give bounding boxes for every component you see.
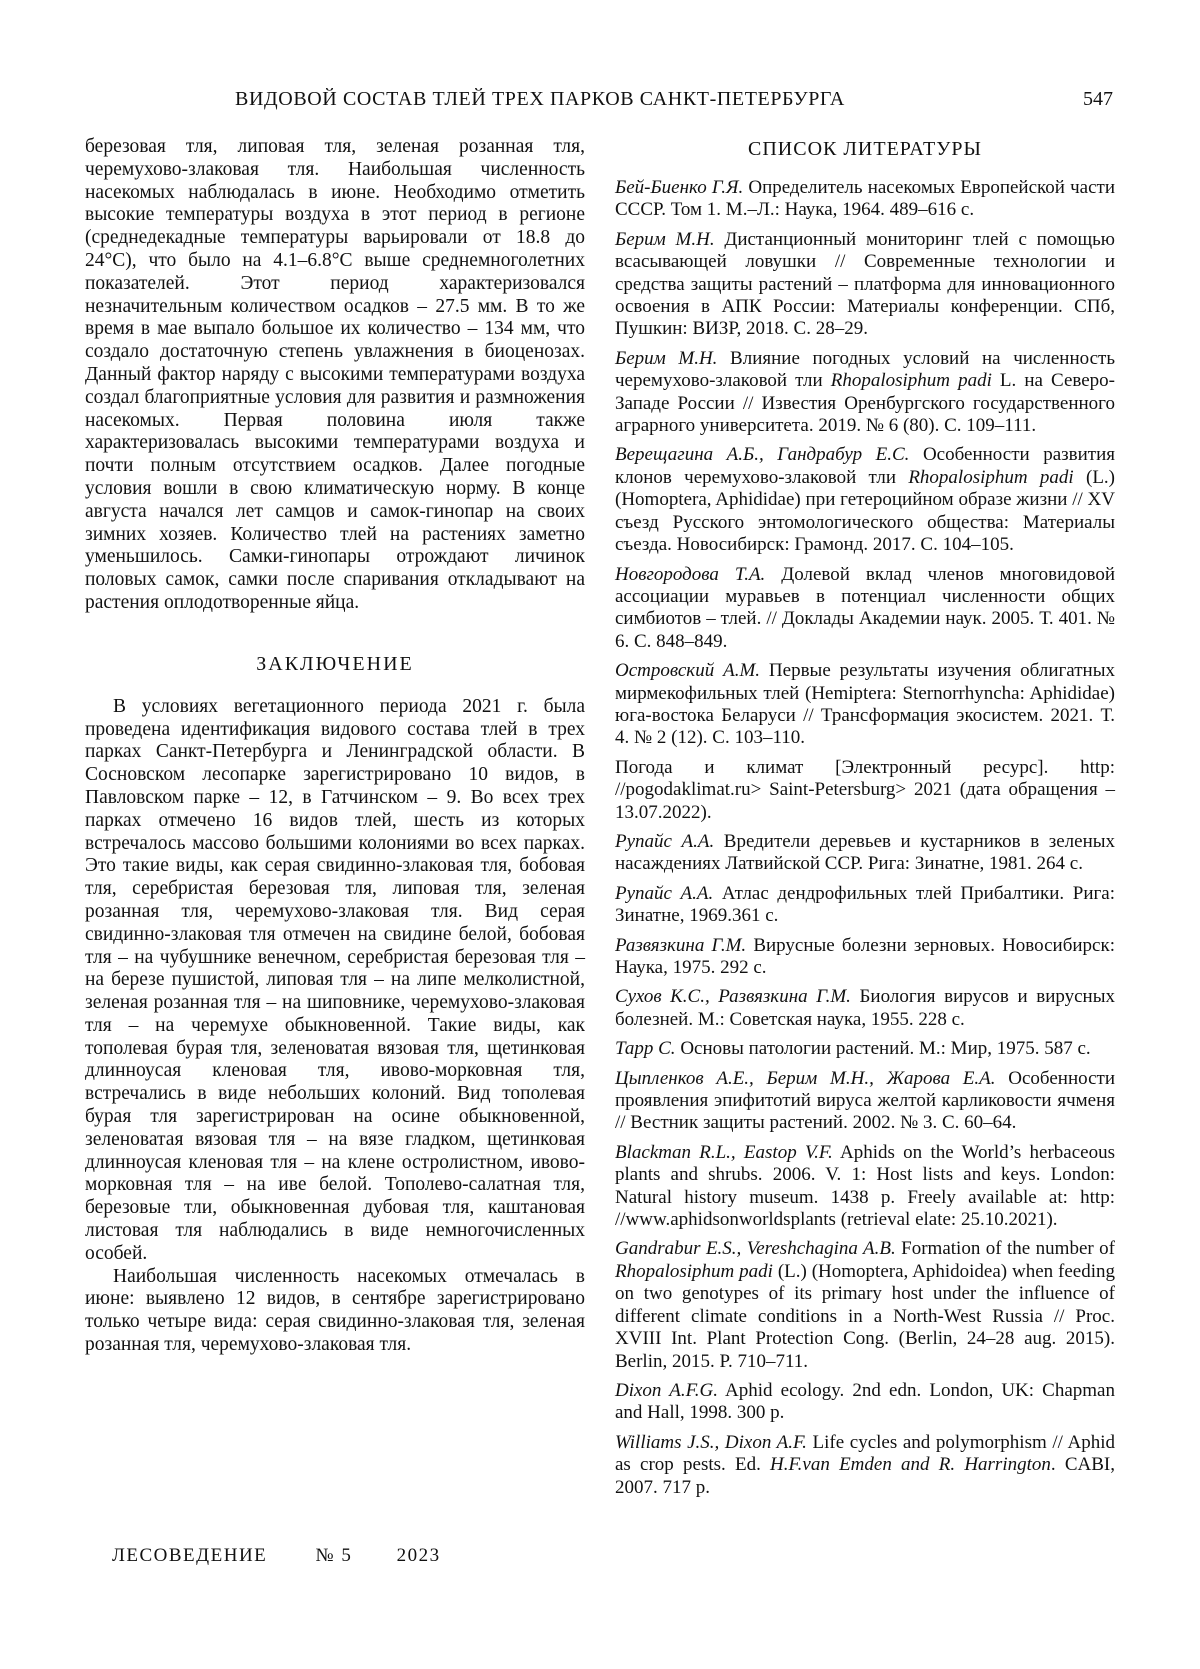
reference-text-segment: Вредители деревьев и кустарников в зеленых насаждениях Латвийской ССР. Рига: Зинатне, 1981. 264 с. (615, 830, 1116, 875)
left-column (85, 136, 585, 1506)
reference-italic-segment: Цыпленков А.Е., Берим М.Н., Жарова Е.А. (615, 1067, 996, 1089)
reference-italic-segment: Rhopalosiphum padi (615, 1260, 773, 1282)
reference-entry (615, 1038, 1115, 1060)
references-list (615, 177, 1115, 1499)
conclusion-text-block (85, 696, 585, 1357)
reference-entry (615, 348, 1115, 438)
reference-text-segment: Life cycles and polymorphism // Aphid as crop pests. Ed. (615, 1431, 1116, 1476)
reference-italic-segment: Новгородова Т.А. (615, 563, 766, 585)
reference-text-segment: Погода и климат [Электронный ресурс]. http: //pogodaklimat.ru> Saint-Petersburg> 2021 (дата обращения – 13.07.2022). (615, 756, 1115, 823)
reference-italic-segment: Dixon A.F.G. (615, 1379, 718, 1401)
reference-italic-segment: Верещагина А.Б., Гандрабур Е.С. (615, 444, 910, 466)
reference-text-segment: Дистанционный мониторинг тлей с помощью всасывающей ловушки // Современные технологии и средства защиты растений – платформа для инновационного освоения в АПК России: Материалы конференции. СПб, Пушкин: ВИЗР, 2018. С. 28–29. (615, 228, 1115, 340)
page-footer (112, 1545, 441, 1567)
reference-text-segment: Атлас дендрофильных тлей Прибалтики. Рига: Зинатне, 1969.361 с. (615, 882, 1116, 927)
reference-text-segment: Вирусные болезни зерновых. Новосибирск: Наука, 1975. 292 с. (615, 934, 1115, 978)
reference-italic-segment: Rhopalosiphum padi (908, 466, 1074, 488)
page-header (85, 88, 1115, 114)
reference-italic-segment: Blackman R.L., Eastop V.F. (615, 1141, 833, 1163)
reference-text-segment: Aphid ecology. 2nd edn. London, UK: Chapman and Hall, 1998. 300 p. (615, 1379, 1115, 1424)
reference-entry (615, 444, 1115, 556)
reference-text-segment: Биология вирусов и вирусных болезней. М.: Советская наука, 1955. 228 с. (615, 986, 1115, 1030)
journal-name: ЛЕСОВЕДЕНИЕ (112, 1545, 268, 1566)
reference-italic-segment: Берим М.Н. (615, 228, 715, 250)
reference-italic-segment: Рупайс А.А. (615, 830, 715, 852)
reference-text-segment: Долевой вклад членов многовидовой ассоциации муравьев в потенциал численности общих симбиотов – тлей. // Доклады Академии наук. 2005. Т. 401. № 6. С. 848–849. (615, 563, 1115, 652)
reference-text-segment: L. на Северо-Западе России // Известия Оренбургского государственного аграрного университета. 2019. № 6 (80). С. 109–111. (615, 370, 1115, 437)
reference-entry (615, 177, 1115, 222)
reference-entry (615, 757, 1115, 824)
reference-text-segment: Aphids on the World’s herbaceous plants and shrubs. 2006. V. 1: Host lists and keys. London: Natural history museum. 1438 p. Freely available at: http: //www.aphidsonworldsplants (retrieval elate: 25.10.2021). (615, 1141, 1115, 1231)
reference-text-segment: (L.) (Homoptera, Aphididae) при гетероцийном образе жизни // XV съезд Русского энтомологического общества: Материалы съезда. Новосибирск: Грамонд. 2017. С. 104–105. (615, 466, 1115, 556)
reference-text-segment: (L.) (Homoptera, Aphidoidea) when feeding on two genotypes of its primary host under the influence of different climate conditions in a North-West Russia // Proc. XVIII Int. Plant Protection Cong. (Berlin, 24–28 aug. 2015). Berlin, 2015. P. 710–711. (615, 1260, 1115, 1372)
reference-entry (615, 1142, 1115, 1232)
reference-text-segment: Особенности развития клонов черемухово-злаковой тли (615, 444, 1115, 488)
page-number: 547 (1083, 88, 1113, 110)
reference-entry (615, 831, 1115, 876)
reference-italic-segment: Williams J.S., Dixon A.F. (615, 1431, 807, 1453)
reference-italic-segment: Тарр С. (615, 1038, 676, 1060)
reference-italic-segment: Сухов К.С., Развязкина Г.М. (615, 986, 851, 1008)
two-column-layout (85, 136, 1115, 1506)
conclusion-heading: ЗАКЛЮЧЕНИЕ (256, 652, 414, 675)
reference-entry (615, 1068, 1115, 1135)
references-heading: СПИСОК ЛИТЕРАТУРЫ (748, 138, 982, 160)
paragraph: березовая тля, липовая тля, зеленая розанная тля, черемухово-злаковая тля. Наибольшая численность насекомых наблюдалась в июне. Необходимо отметить высокие температуры воздуха в этот период в регионе (среднедекадные температуры варьировали от 18.8 до 24°С), что было на 4.1–6.8°С выше среднемноголетних показателей. Этот период характеризовался незначительным количеством осадков – 27.5 мм. В то же время в мае выпало большое их количество – 134 мм, что создало достаточную степень увлажнения в биоценозах. Данный фактор наряду с высокими температурами воздуха создал благоприятные условия для развития и размножения насекомых. Первая половина июля также характеризовалась высокими температурами воздуха и почти полным отсутствием осадков. Далее погодные условия вошли в свою климатическую норму. В конце августа начался лет самцов и самок-гинопар на своих зимних хозяев. Количество тлей на растениях заметно уменьшилось. Самки-гинопары отрождают личинок половых самок, самки после спаривания откладывают на растения оплодотворенные яйца. (85, 136, 585, 613)
reference-text-segment: Определитель насекомых Европейской части СССР. Том 1. М.–Л.: Наука, 1964. 489–616 с. (615, 177, 1115, 221)
reference-text-segment: Formation of the number of (895, 1238, 1115, 1260)
reference-entry (615, 935, 1115, 980)
reference-italic-segment: Бей-Биенко Г.Я. (615, 177, 744, 198)
paragraph: В условиях вегетационного периода 2021 г. была проведена идентификация видового состава тлей в трех парках Санкт-Петербурга и Ленинградской области. В Сосновском лесопарке зарегистрировано 10 видов, в Павловском парке – 12, в Гатчинском – 9. Во всех трех парках отмечено 16 видов тлей, шесть из которых встречалось массово большими колониями во всех парках. Это такие виды, как серая свидинно-злаковая тля, бобовая тля, серебристая березовая тля, липовая тля, зеленая розанная тля, черемухово-злаковая тля. Вид серая свидинно-злаковая тля отмечен на свидине белой, бобовая тля – на чубушнике венечном, серебристая березовая тля – на березе пушистой, липовая тля – на липе мелколистной, зеленая розанная тля – на шиповнике, черемухово-злаковая тля – на черемухе обыкновенной. Такие виды, как тополевая бурая тля, зеленоватая вязовая тля, щетинковая длинноусая кленовая тля, ивово-морковная тля, встречались в виде небольших колоний. Вид тополевая бурая тля зарегистрирован на осине обыкновенной, зеленоватая вязовая тля – на вязе гладком, щетинковая длинноусая кленовая тля – на клене остролистном, ивово-морковная тля – на иве белой. Тополево-салатная тля, березовые тли, обыкновенная дубовая тля, каштановая листовая тля наблюдались в виде немногочисленных особей. (85, 695, 585, 1264)
reference-italic-segment: Rhopalosiphum padi (830, 370, 992, 392)
reference-italic-segment: Рупайс А.А. (615, 882, 714, 904)
reference-entry (615, 1380, 1115, 1425)
reference-text-segment: . CABI, 2007. 717 p. (615, 1454, 1115, 1498)
year: 2023 (396, 1545, 441, 1566)
reference-italic-segment: Берим М.Н. (615, 347, 718, 369)
body-text-block (85, 136, 585, 615)
reference-text-segment: Первые результаты изучения облигатных мирмекофильных тлей (Hemiptera: Sternorrhyncha: Aphididae) юга-востока Беларуси // Трансформация экосистем. 2021. Т. 4. № 2 (12). С. 103–110. (615, 660, 1115, 749)
reference-text-segment: Влияние погодных условий на численность черемухово-злаковой тли (615, 347, 1115, 392)
running-title: ВИДОВОЙ СОСТАВ ТЛЕЙ ТРЕХ ПАРКОВ САНКТ-ПЕТЕРБУРГА (235, 88, 845, 110)
right-column (615, 136, 1115, 1506)
reference-entry (615, 1238, 1115, 1372)
reference-entry (615, 1432, 1115, 1499)
reference-text-segment: Основы патологии растений. М.: Мир, 1975. 587 с. (675, 1038, 1091, 1060)
reference-italic-segment: Островский А.М. (615, 660, 761, 682)
reference-text-segment: Особенности проявления эпифитотий вируса желтой карликовости ячменя // Вестник защиты растений. 2002. № 3. С. 60–64. (615, 1067, 1115, 1134)
reference-entry (615, 660, 1115, 750)
reference-italic-segment: Развязкина Г.М. (615, 934, 747, 956)
issue-number: № 5 (315, 1545, 353, 1566)
reference-entry (615, 883, 1115, 928)
reference-entry (615, 564, 1115, 654)
reference-entry (615, 229, 1115, 341)
reference-italic-segment: H.F.van Emden and R. Harrington (770, 1454, 1051, 1476)
reference-entry (615, 986, 1115, 1031)
reference-italic-segment: Gandrabur E.S., Vereshchagina A.B. (615, 1238, 896, 1260)
paragraph: Наибольшая численность насекомых отмечалась в июне: выявлено 12 видов, в сентябре зарегистрировано только четыре вида: серая свидинно-злаковая тля, зеленая розанная тля, черемухово-злаковая тля. (85, 1265, 585, 1356)
